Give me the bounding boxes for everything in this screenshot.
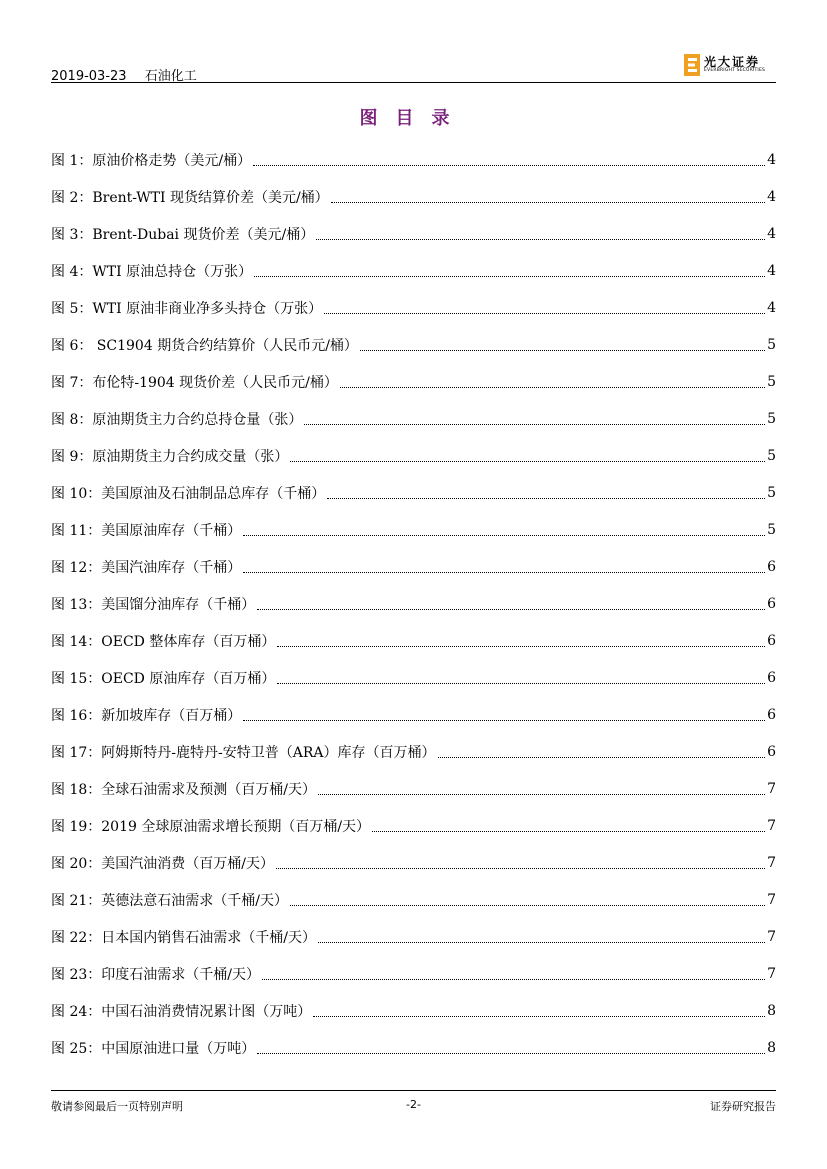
toc-leader-dots: [324, 312, 765, 314]
toc-leader-dots: [254, 275, 765, 277]
toc-entry[interactable]: [51, 141, 776, 178]
toc-entry[interactable]: [51, 289, 776, 326]
toc-entry[interactable]: [51, 363, 776, 400]
toc-entry-label: 图 3：Brent-Dubai 现货价差（美元/桶）: [51, 226, 315, 243]
toc-entry-label: 图 22：日本国内销售石油需求（千桶/天）: [51, 929, 316, 946]
toc-entry-page: 5: [767, 521, 776, 538]
toc-entry[interactable]: [51, 696, 776, 733]
toc-entry-label: 图 8：原油期货主力合约总持仓量（张）: [51, 411, 303, 428]
toc-leader-dots: [316, 238, 765, 240]
toc-entry-label: 图 4：WTI 原油总持仓（万张）: [51, 263, 253, 280]
toc-entry-label: 图 15：OECD 原油库存（百万桶）: [51, 670, 276, 687]
toc-entry-label: 图 11：美国原油库存（千桶）: [51, 522, 242, 539]
toc-leader-dots: [243, 719, 765, 721]
toc-entry-page: 8: [767, 1039, 776, 1056]
toc-entry-label: 图 17：阿姆斯特丹-鹿特丹-安特卫普（ARA）库存（百万桶）: [51, 744, 436, 761]
toc-leader-dots: [313, 1015, 765, 1017]
toc-entry[interactable]: [51, 733, 776, 770]
toc-entry-page: 4: [767, 299, 776, 316]
toc-entry-label: 图 23：印度石油需求（千桶/天）: [51, 966, 260, 983]
toc-entry[interactable]: [51, 252, 776, 289]
page-header: [51, 52, 776, 83]
figure-toc: [51, 141, 776, 1066]
toc-leader-dots: [243, 534, 765, 536]
toc-entry-label: 图 18：全球石油需求及预测（百万桶/天）: [51, 781, 316, 798]
toc-leader-dots: [276, 867, 765, 869]
toc-entry-page: 6: [767, 669, 776, 686]
toc-entry-page: 5: [767, 410, 776, 427]
toc-leader-dots: [318, 793, 765, 795]
toc-leader-dots: [318, 941, 765, 943]
toc-leader-dots: [327, 497, 765, 499]
page-number: -2-: [406, 1098, 421, 1111]
toc-entry-page: 4: [767, 188, 776, 205]
toc-entry[interactable]: [51, 474, 776, 511]
toc-entry[interactable]: [51, 511, 776, 548]
toc-entry[interactable]: [51, 992, 776, 1029]
toc-leader-dots: [277, 682, 765, 684]
toc-entry[interactable]: [51, 400, 776, 437]
toc-entry-label: 图 21：英德法意石油需求（千桶/天）: [51, 892, 288, 909]
toc-entry-page: 7: [767, 817, 776, 834]
toc-entry-page: 6: [767, 558, 776, 575]
toc-entry-label: 图 5：WTI 原油非商业净多头持仓（万张）: [51, 300, 323, 317]
toc-entry[interactable]: [51, 585, 776, 622]
toc-leader-dots: [304, 423, 765, 425]
toc-entry[interactable]: [51, 807, 776, 844]
toc-entry-page: 4: [767, 151, 776, 168]
toc-entry-label: 图 7：布伦特-1904 现货价差（人民币元/桶）: [51, 374, 338, 391]
page-footer: [51, 1090, 776, 1121]
toc-entry[interactable]: [51, 881, 776, 918]
toc-entry-label: 图 9：原油期货主力合约成交量（张）: [51, 448, 289, 465]
toc-entry[interactable]: [51, 548, 776, 585]
report-type: 证券研究报告: [710, 1100, 776, 1113]
toc-entry-label: 图 1：原油价格走势（美元/桶）: [51, 152, 252, 169]
toc-entry-page: 7: [767, 891, 776, 908]
disclaimer-note: 敬请参阅最后一页特别声明: [51, 1100, 183, 1113]
toc-entry-page: 5: [767, 336, 776, 353]
toc-entry-label: 图 6： SC1904 期货合约结算价（人民币元/桶）: [51, 337, 358, 354]
toc-entry-page: 5: [767, 373, 776, 390]
toc-entry-page: 4: [767, 262, 776, 279]
toc-leader-dots: [257, 608, 765, 610]
toc-entry-page: 7: [767, 965, 776, 982]
toc-entry-page: 6: [767, 743, 776, 760]
toc-entry[interactable]: [51, 1029, 776, 1066]
report-sector: 石油化工: [144, 69, 197, 84]
toc-entry-page: 6: [767, 632, 776, 649]
toc-entry-page: 8: [767, 1002, 776, 1019]
toc-entry[interactable]: [51, 659, 776, 696]
toc-leader-dots: [340, 386, 765, 388]
toc-entry[interactable]: [51, 770, 776, 807]
toc-entry-page: 4: [767, 225, 776, 242]
toc-leader-dots: [277, 645, 765, 647]
toc-entry-label: 图 25：中国原油进口量（万吨）: [51, 1040, 256, 1057]
toc-leader-dots: [257, 1052, 765, 1054]
toc-entry-label: 图 24：中国石油消费情况累计图（万吨）: [51, 1003, 312, 1020]
toc-entry-label: 图 19：2019 全球原油需求增长预期（百万桶/天）: [51, 818, 371, 835]
logo-name: 光大证券: [704, 55, 761, 69]
page-title: 图目录: [359, 108, 468, 129]
toc-entry-label: 图 12：美国汽油库存（千桶）: [51, 559, 242, 576]
logo-subtitle: EVERBRIGHT SECURITIES: [704, 68, 766, 73]
toc-entry-page: 7: [767, 780, 776, 797]
toc-entry-page: 7: [767, 854, 776, 871]
toc-entry-page: 6: [767, 706, 776, 723]
everbright-logo-icon: [684, 54, 700, 76]
toc-entry[interactable]: [51, 955, 776, 992]
toc-leader-dots: [438, 756, 766, 758]
toc-leader-dots: [262, 978, 765, 980]
toc-entry-page: 5: [767, 484, 776, 501]
toc-leader-dots: [243, 571, 765, 573]
everbright-logo: [684, 52, 776, 78]
toc-entry-label: 图 10：美国原油及石油制品总库存（千桶）: [51, 485, 326, 502]
toc-entry-page: 5: [767, 447, 776, 464]
toc-entry[interactable]: [51, 215, 776, 252]
toc-entry-label: 图 14：OECD 整体库存（百万桶）: [51, 633, 276, 650]
toc-leader-dots: [290, 904, 765, 906]
toc-entry-label: 图 2：Brent-WTI 现货结算价差（美元/桶）: [51, 189, 329, 206]
toc-entry-label: 图 13：美国馏分油库存（千桶）: [51, 596, 256, 613]
toc-leader-dots: [331, 201, 765, 203]
toc-entry-label: 图 20：美国汽油消费（百万桶/天）: [51, 855, 274, 872]
toc-entry[interactable]: [51, 178, 776, 215]
toc-leader-dots: [360, 349, 765, 351]
toc-leader-dots: [290, 460, 765, 462]
toc-entry[interactable]: [51, 622, 776, 659]
toc-entry-page: 6: [767, 595, 776, 612]
toc-entry[interactable]: [51, 326, 776, 363]
toc-leader-dots: [253, 164, 765, 166]
toc-entry[interactable]: [51, 844, 776, 881]
toc-leader-dots: [372, 830, 765, 832]
toc-entry[interactable]: [51, 918, 776, 955]
toc-entry-page: 7: [767, 928, 776, 945]
report-date: 2019-03-23: [51, 69, 127, 84]
toc-entry-label: 图 16：新加坡库存（百万桶）: [51, 707, 242, 724]
header-info: [51, 65, 211, 84]
toc-entry[interactable]: [51, 437, 776, 474]
